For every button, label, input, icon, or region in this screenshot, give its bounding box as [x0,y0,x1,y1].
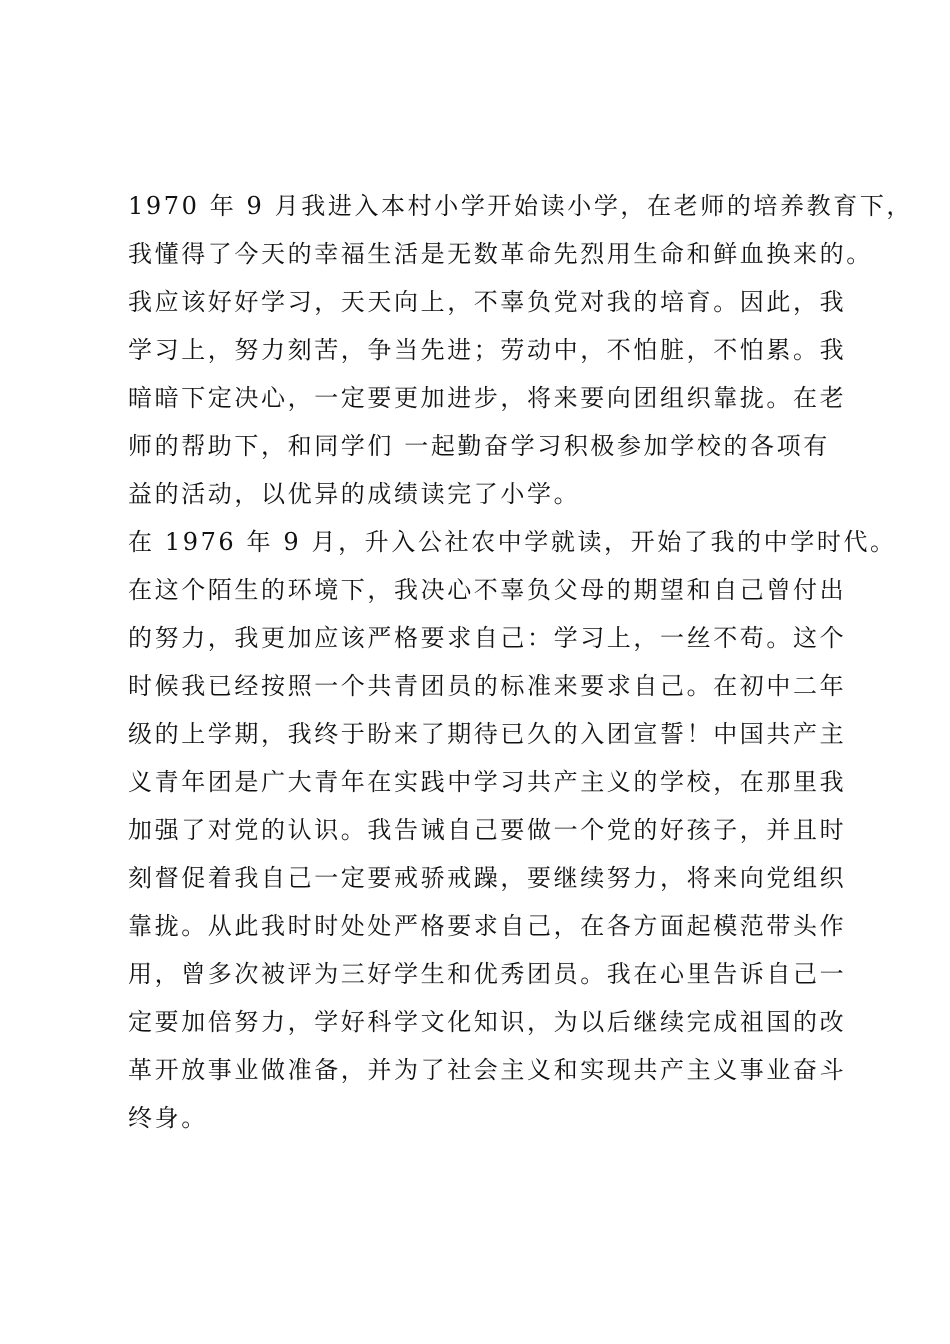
text-line: 在这个陌生的环境下，我决心不辜负父母的期望和自己曾付出 [128,576,847,604]
text-line: 刻督促着我自己一定要戒骄戒躁，要继续努力，将来向党组织 [128,864,847,892]
paragraph-middle-school [128,518,897,1142]
text-line: 加强了对党的认识。我告诫自己要做一个党的好孩子，并且时 [128,816,847,844]
text-line: 的努力，我更加应该严格要求自己：学习上，一丝不苟。这个 [128,624,847,652]
text-line: 用，曾多次被评为三好学生和优秀团员。我在心里告诉自己一 [128,960,847,988]
text-line: 定要加倍努力，学好科学文化知识，为以后继续完成祖国的改 [128,1008,847,1036]
paragraph-primary-school [128,182,914,518]
text-line: 我应该好好学习，天天向上，不辜负党对我的培育。因此，我 [128,288,847,316]
text-line: 时候我已经按照一个共青团员的标准来要求自己。在初中二年 [128,672,847,700]
text-line: 在 1976 年 9 月，升入公社农中学就读，开始了我的中学时代。 [128,528,897,556]
text-line: 学习上，努力刻苦，争当先进；劳动中，不怕脏，不怕累。我 [128,336,847,364]
text-line: 我懂得了今天的幸福生活是无数革命先烈用生命和鲜血换来的。 [128,240,873,268]
text-line: 革开放事业做准备，并为了社会主义和实现共产主义事业奋斗 [128,1056,847,1084]
text-line: 师的帮助下，和同学们 一起勤奋学习积极参加学校的各项有 [128,432,830,460]
text-line: 义青年团是广大青年在实践中学习共产主义的学校，在那里我 [128,768,847,796]
text-line: 级的上学期，我终于盼来了期待已久的入团宣誓！中国共产主 [128,720,847,748]
text-line: 益的活动，以优异的成绩读完了小学。 [128,480,581,508]
text-line: 暗暗下定决心，一定要更加进步，将来要向团组织靠拢。在老 [128,384,847,412]
text-line: 靠拢。从此我时时处处严格要求自己，在各方面起模范带头作 [128,912,847,940]
text-line: 1970 年 9 月我进入本村小学开始读小学，在老师的培养教育下， [128,192,914,220]
text-line: 终身。 [128,1104,208,1132]
